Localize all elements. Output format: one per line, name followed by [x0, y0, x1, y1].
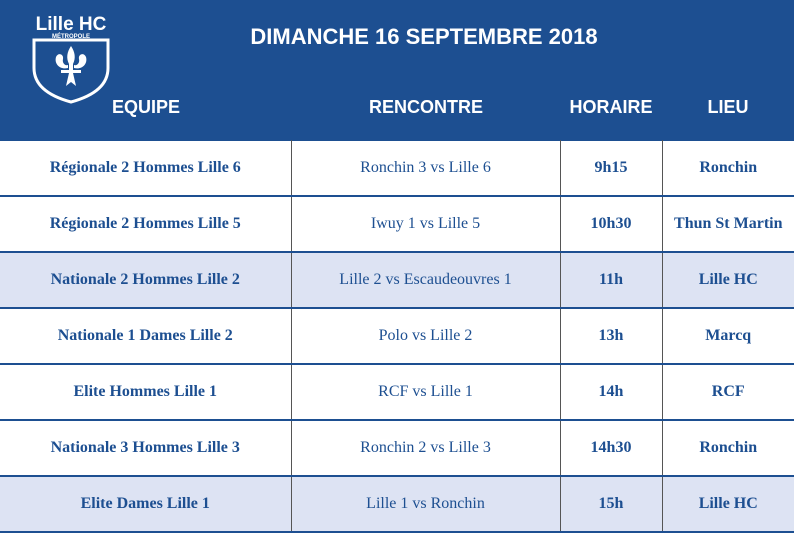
svg-text:MÉTROPOLE: MÉTROPOLE — [51, 34, 91, 40]
cell-lieu: Lille HC — [662, 476, 794, 532]
cell-lieu: RCF — [662, 364, 794, 420]
cell-lieu: Ronchin — [662, 420, 794, 476]
cell-horaire: 14h30 — [560, 420, 662, 476]
cell-lieu: Ronchin — [662, 141, 794, 197]
table-row — [0, 364, 794, 420]
cell-lieu: Thun St Martin — [662, 196, 794, 252]
cell-rencontre: Ronchin 2 vs Lille 3 — [291, 420, 560, 476]
table-row — [0, 141, 794, 197]
svg-text:Lille HC: Lille HC — [35, 14, 107, 35]
column-header-equipe: EQUIPE — [111, 97, 181, 117]
cell-rencontre: Polo vs Lille 2 — [291, 308, 560, 364]
cell-rencontre: Lille 1 vs Ronchin — [291, 476, 560, 532]
column-header-horaire: HORAIRE — [569, 97, 653, 117]
cell-horaire: 10h30 — [560, 196, 662, 252]
header-bar — [0, 0, 794, 140]
cell-equipe: Nationale 3 Hommes Lille 3 — [0, 420, 291, 476]
cell-equipe: Nationale 2 Hommes Lille 2 — [0, 252, 291, 308]
cell-rencontre: Iwuy 1 vs Lille 5 — [291, 196, 560, 252]
cell-horaire: 11h — [560, 252, 662, 308]
cell-horaire: 13h — [560, 308, 662, 364]
cell-rencontre: Ronchin 3 vs Lille 6 — [291, 141, 560, 197]
cell-horaire: 14h — [560, 364, 662, 420]
cell-rencontre: Lille 2 vs Escaudeouvres 1 — [291, 252, 560, 308]
cell-lieu: Lille HC — [662, 252, 794, 308]
cell-lieu: Marcq — [662, 308, 794, 364]
cell-equipe: Elite Hommes Lille 1 — [0, 364, 291, 420]
table-row — [0, 196, 794, 252]
cell-horaire: 15h — [560, 476, 662, 532]
table-row — [0, 252, 794, 308]
table-row — [0, 476, 794, 532]
cell-rencontre: RCF vs Lille 1 — [291, 364, 560, 420]
cell-equipe: Régionale 2 Hommes Lille 5 — [0, 196, 291, 252]
matches-table — [0, 140, 794, 533]
fleur-de-lis-icon — [56, 46, 87, 86]
column-header-rencontre: RENCONTRE — [368, 97, 483, 117]
page-title: DIMANCHE 16 SEPTEMBRE 2018 — [250, 24, 598, 49]
cell-horaire: 9h15 — [560, 141, 662, 197]
cell-equipe: Régionale 2 Hommes Lille 6 — [0, 141, 291, 197]
table-row — [0, 308, 794, 364]
cell-equipe: Elite Dames Lille 1 — [0, 476, 291, 532]
cell-equipe: Nationale 1 Dames Lille 2 — [0, 308, 291, 364]
table-row — [0, 420, 794, 476]
column-header-lieu: LIEU — [707, 97, 749, 117]
